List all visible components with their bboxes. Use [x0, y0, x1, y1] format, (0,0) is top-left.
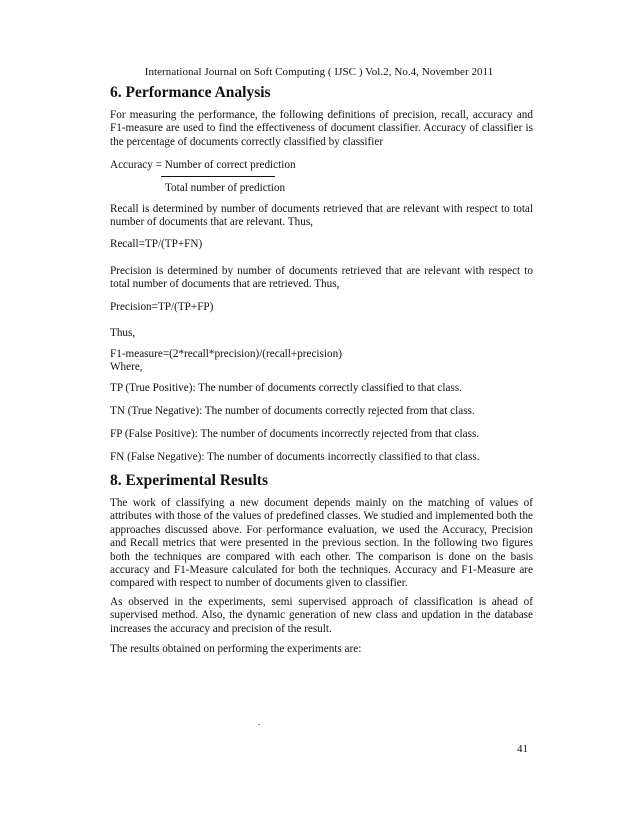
page-number: 41: [517, 743, 528, 755]
fn-definition: FN (False Negative): The number of documents incorrectly classified to that class.: [110, 451, 480, 463]
precision-definition-paragraph: Precision is determined by number of documents retrieved that are relevant with respect to total number of documents that are retrieved. Thus,: [110, 265, 533, 291]
performance-intro-paragraph: For measuring the performance, the following definitions of precision, recall, accuracy and F1-measure are used to find the effectiveness of document classifier. Accuracy of classifier is the percentage of documents correctly classified by classifier: [110, 109, 533, 148]
journal-header: International Journal on Soft Computing ( IJSC ) Vol.2, No.4, November 2011: [144, 66, 494, 78]
tn-definition: TN (True Negative): The number of documents correctly rejected from that class.: [110, 405, 475, 417]
experimental-results-paragraph-1: The work of classifying a new document depends mainly on the matching of values of attributes with those of the values of predefined classes. We studied and implemented both the approaches discussed above. For performance evaluation, we used the Accuracy, Precision and Recall metrics that were presented in the previous section. In the following two figures both the techniques are compared with each other. The comparison is done on the basis accuracy and F1-Measure calculated for both the techniques. Accuracy and F1-Measure are compared with respect to number of documents given to classifier.: [110, 497, 533, 590]
section-heading-experimental-results: 8. Experimental Results: [110, 472, 269, 489]
experimental-results-paragraph-2: As observed in the experiments, semi supervised approach of classification is ahead of supervised method. Also, the dynamic generation of new class and updation in the database increases the accuracy and precision of the result.: [110, 596, 533, 635]
tp-definition: TP (True Positive): The number of documents correctly classified to that class.: [110, 382, 462, 394]
accuracy-formula-numerator: Accuracy = Number of correct prediction: [110, 159, 296, 171]
fraction-rule: [161, 176, 275, 177]
f1-measure-formula: F1-measure=(2*recall*precision)/(recall+precision): [110, 348, 342, 360]
thus-label: Thus,: [110, 327, 136, 339]
accuracy-formula-denominator: Total number of prediction: [165, 182, 286, 194]
experimental-results-paragraph-3: The results obtained on performing the experiments are:: [110, 643, 362, 655]
precision-formula: Precision=TP/(TP+FP): [110, 301, 214, 313]
fp-definition: FP (False Positive): The number of documents incorrectly rejected from that class.: [110, 428, 480, 440]
stray-dot: .: [258, 717, 261, 727]
where-label: Where,: [110, 361, 143, 373]
section-heading-performance-analysis: 6. Performance Analysis: [110, 84, 271, 101]
recall-formula: Recall=TP/(TP+FN): [110, 238, 203, 250]
recall-definition-paragraph: Recall is determined by number of documents retrieved that are relevant with respect to total number of documents that are relevant. Thus,: [110, 203, 533, 229]
